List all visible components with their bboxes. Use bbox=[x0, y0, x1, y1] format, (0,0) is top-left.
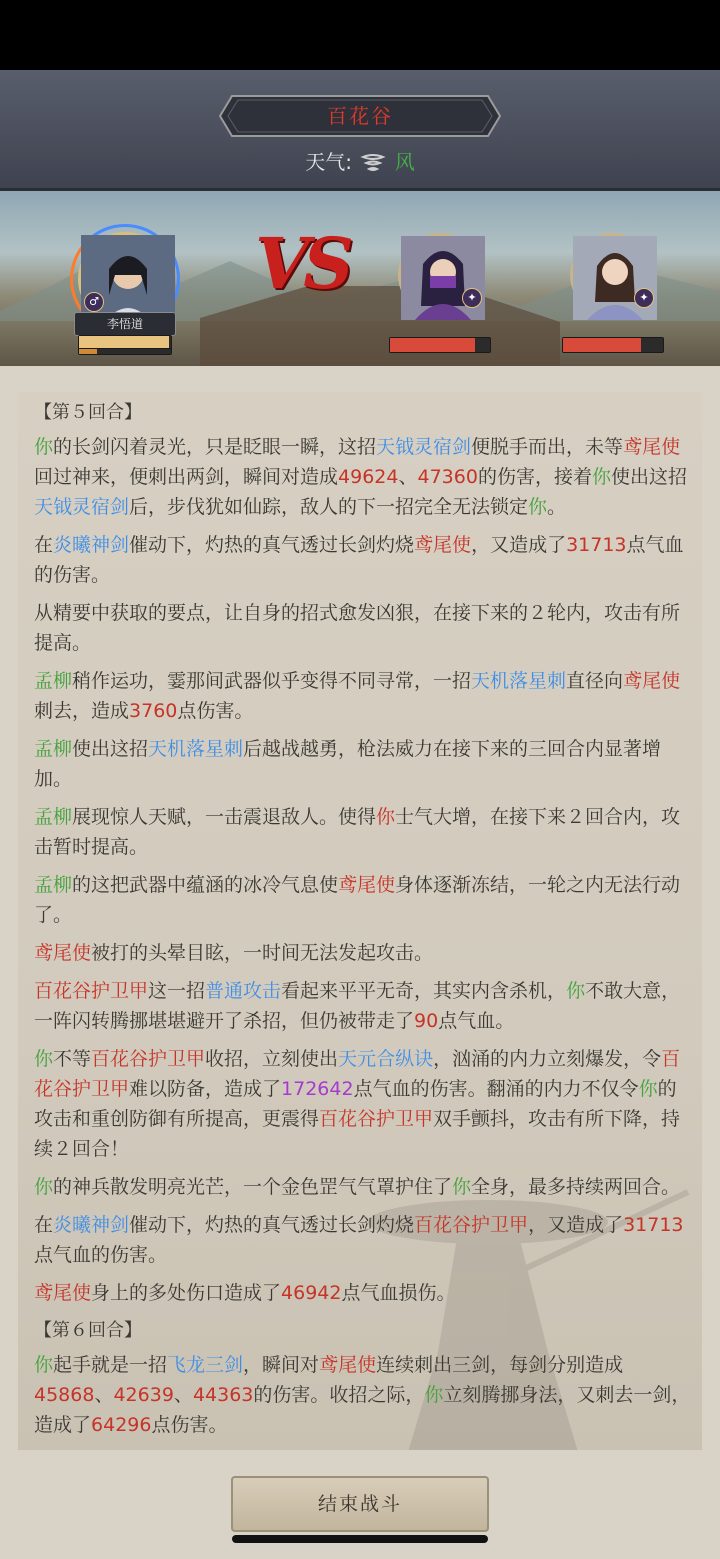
highlighted-term: 你 bbox=[528, 496, 548, 518]
log-entry bbox=[34, 530, 694, 590]
highlighted-term: 孟柳 bbox=[34, 738, 73, 760]
enemy1-hp-bar bbox=[389, 337, 491, 353]
highlighted-term: 鸢尾使 bbox=[319, 1354, 377, 1376]
highlighted-term: 鸢尾使 bbox=[414, 534, 472, 556]
weather-value: 风 bbox=[394, 150, 415, 174]
highlighted-term: 你 bbox=[591, 466, 611, 488]
highlighted-term: 90 bbox=[414, 1010, 439, 1032]
highlighted-term: 孟柳 bbox=[34, 874, 73, 896]
log-text: 身体逐渐冻结，一轮之内无法行动了。 bbox=[34, 874, 681, 926]
log-text: 点气血的伤害。 bbox=[34, 1244, 168, 1266]
highlighted-term: 46942 bbox=[281, 1282, 342, 1304]
enemy2-hp-fill bbox=[563, 338, 641, 352]
log-text: 的长剑闪着灵光，只是眨眼一瞬，这招 bbox=[53, 436, 377, 458]
location-title-plate bbox=[218, 94, 502, 138]
log-text: 点伤害。 bbox=[177, 700, 254, 722]
highlighted-term: 孟柳 bbox=[34, 670, 73, 692]
log-entry bbox=[34, 734, 694, 794]
log-text: ，又造成了 bbox=[471, 534, 567, 556]
log-entry bbox=[34, 598, 694, 658]
log-text: 便脱手而出，未等 bbox=[471, 436, 624, 458]
log-text: 、 bbox=[173, 1384, 193, 1406]
highlighted-term: 你 bbox=[452, 1176, 472, 1198]
log-text: ，又造成了 bbox=[528, 1214, 624, 1236]
log-text: 立刻腾挪身法，又刺去一剑，造成了 bbox=[34, 1384, 691, 1436]
log-entry bbox=[34, 976, 694, 1036]
wind-icon bbox=[360, 153, 386, 175]
log-text: 连续刺出三剑，每剑分别造成 bbox=[376, 1354, 624, 1376]
highlighted-term: 鸢尾使 bbox=[623, 670, 681, 692]
round-5-title: 【第５回合】 bbox=[34, 402, 142, 423]
highlighted-term: 你 bbox=[34, 1176, 54, 1198]
log-text: 直径向 bbox=[566, 670, 624, 692]
log-text: 催动下，灼热的真气透过长剑灼烧 bbox=[129, 534, 415, 556]
log-text: 、 bbox=[94, 1384, 114, 1406]
highlighted-term: 天钺灵宿剑 bbox=[376, 436, 472, 458]
highlighted-term: 你 bbox=[376, 806, 396, 828]
battle-log-panel[interactable] bbox=[18, 392, 702, 1450]
log-text: 点气血的伤害。 bbox=[34, 534, 684, 586]
log-entry bbox=[34, 1278, 694, 1308]
log-entry bbox=[34, 1350, 694, 1440]
log-entry bbox=[34, 870, 694, 930]
highlighted-term: 44363 bbox=[192, 1384, 254, 1406]
log-entry bbox=[34, 666, 694, 726]
highlighted-term: 31713 bbox=[566, 534, 627, 556]
log-text: 被打的头晕目眩，一时间无法发起攻击。 bbox=[91, 942, 434, 964]
highlighted-term: 百花谷护卫甲 bbox=[34, 1048, 681, 1100]
enemy2-element-icon: ✦ bbox=[634, 288, 654, 308]
log-text: 催动下，灼热的真气透过长剑灼烧 bbox=[129, 1214, 415, 1236]
highlighted-term: 鸢尾使 bbox=[34, 1282, 92, 1304]
highlighted-term: 你 bbox=[424, 1384, 444, 1406]
log-text: 在 bbox=[34, 1214, 54, 1236]
log-text: 的这把武器中蕴涵的冰冷气息使 bbox=[72, 874, 339, 896]
highlighted-term: 3760 bbox=[129, 700, 178, 722]
log-text: 使出这招 bbox=[610, 466, 687, 488]
highlighted-term: 炎曦神剑 bbox=[53, 534, 130, 556]
highlighted-term: 百花谷护卫甲 bbox=[319, 1108, 434, 1130]
log-text: 在 bbox=[34, 534, 54, 556]
highlighted-term: 百花谷护卫甲 bbox=[34, 980, 149, 1002]
highlighted-term: 百花谷护卫甲 bbox=[414, 1214, 529, 1236]
log-text: 的神兵散发明亮光芒，一个金色罡气气罩护住了 bbox=[53, 1176, 453, 1198]
highlighted-term: 你 bbox=[34, 1354, 54, 1376]
highlighted-term: 鸢尾使 bbox=[623, 436, 681, 458]
highlighted-term: 你 bbox=[34, 1048, 54, 1070]
highlighted-term: 49624 bbox=[338, 466, 399, 488]
round-6-title: 【第６回合】 bbox=[34, 1320, 142, 1341]
battle-log-content bbox=[34, 392, 694, 1516]
log-text: 。 bbox=[547, 496, 567, 518]
player-energy-fill bbox=[79, 349, 97, 354]
end-battle-button[interactable]: 结束战斗 bbox=[231, 1476, 489, 1532]
log-text: 这一招 bbox=[148, 980, 206, 1002]
log-text: 士气大增，在接下来２回合内，攻击暂时提高。 bbox=[34, 806, 681, 858]
log-text: 不等 bbox=[53, 1048, 92, 1070]
log-text: 全身，最多持续两回合。 bbox=[471, 1176, 681, 1198]
log-entry bbox=[34, 1210, 694, 1270]
log-text: 展现惊人天赋，一击震退敌人。使得 bbox=[72, 806, 377, 828]
log-text: 的伤害。收招之际， bbox=[253, 1384, 425, 1406]
log-text: 稍作运功，霎那间武器似乎变得不同寻常，一招 bbox=[72, 670, 472, 692]
weather-label: 天气: bbox=[305, 150, 353, 174]
highlighted-term: 42639 bbox=[113, 1384, 174, 1406]
log-text: ，汹涌的内力立刻爆发，令 bbox=[433, 1048, 662, 1070]
home-indicator[interactable] bbox=[232, 1535, 488, 1543]
log-text: 后，步伐犹如仙踪，敌人的下一招完全无法锁定 bbox=[129, 496, 529, 518]
log-text: 身上的多处伤口造成了 bbox=[91, 1282, 282, 1304]
log-text: 的攻击和重创防御有所提高，更震得 bbox=[34, 1078, 677, 1130]
highlighted-term: 31713 bbox=[623, 1214, 684, 1236]
log-entry bbox=[34, 432, 694, 522]
highlighted-term: 你 bbox=[566, 980, 586, 1002]
vs-emblem: VS bbox=[255, 222, 348, 305]
log-text: 双手颤抖，攻击有所下降，持续２回合！ bbox=[34, 1108, 681, 1160]
highlighted-term: 天钺灵宿剑 bbox=[34, 496, 130, 518]
highlighted-term: 172642 bbox=[281, 1078, 354, 1100]
log-text: 的伤害，接着 bbox=[477, 466, 592, 488]
highlighted-term: 64296 bbox=[91, 1414, 152, 1436]
player-name-tag: 李悟道 bbox=[74, 312, 176, 336]
enemy2-hp-bar bbox=[562, 337, 664, 353]
location-title: 百花谷 bbox=[327, 104, 393, 128]
log-entry bbox=[34, 802, 694, 862]
player-element-icon: ♂ bbox=[84, 292, 104, 312]
highlighted-term: 孟柳 bbox=[34, 806, 73, 828]
log-text: 点气血损伤。 bbox=[341, 1282, 456, 1304]
highlighted-term: 天元合纵诀 bbox=[338, 1048, 434, 1070]
status-bar bbox=[0, 0, 720, 70]
log-entry bbox=[34, 938, 694, 968]
highlighted-term: 鸢尾使 bbox=[34, 942, 92, 964]
highlighted-term: 炎曦神剑 bbox=[53, 1214, 130, 1236]
log-text: 点伤害。 bbox=[151, 1414, 228, 1436]
log-text: 看起来平平无奇，其实内含杀机， bbox=[281, 980, 567, 1002]
log-entry bbox=[34, 1172, 694, 1202]
log-text: 收招，立刻使出 bbox=[205, 1048, 339, 1070]
highlighted-term: 鸢尾使 bbox=[338, 874, 396, 896]
highlighted-term: 普通攻击 bbox=[205, 980, 282, 1002]
log-text: 难以防备，造成了 bbox=[129, 1078, 282, 1100]
log-text: 起手就是一招 bbox=[53, 1354, 168, 1376]
log-text: 、 bbox=[398, 466, 418, 488]
enemy1-hp-fill bbox=[390, 338, 475, 352]
player-energy-bar bbox=[78, 348, 172, 355]
log-text: 使出这招 bbox=[72, 738, 149, 760]
log-text: ，瞬间对 bbox=[243, 1354, 320, 1376]
highlighted-term: 天机落星刺 bbox=[148, 738, 244, 760]
highlighted-term: 47360 bbox=[417, 466, 478, 488]
highlighted-term: 飞龙三剑 bbox=[167, 1354, 244, 1376]
log-text: 点气血的伤害。翻涌的内力不仅令 bbox=[353, 1078, 639, 1100]
log-text: 后越战越勇，枪法威力在接下来的三回合内显著增加。 bbox=[34, 738, 662, 790]
weather-display bbox=[0, 146, 720, 175]
log-text: 刺去，造成 bbox=[34, 700, 130, 722]
highlighted-term: 你 bbox=[638, 1078, 658, 1100]
log-entry bbox=[34, 1044, 694, 1164]
highlighted-term: 你 bbox=[34, 436, 54, 458]
log-text: 回过神来，便刺出两剑，瞬间对造成 bbox=[34, 466, 339, 488]
highlighted-term: 天机落星刺 bbox=[471, 670, 567, 692]
highlighted-term: 45868 bbox=[34, 1384, 95, 1406]
enemy1-element-icon: ✦ bbox=[462, 288, 482, 308]
log-text: 从精要中获取的要点，让自身的招式愈发凶狠，在接下来的２轮内，攻击有所提高。 bbox=[34, 602, 681, 654]
log-text: 不敢大意，一阵闪转腾挪堪堪避开了杀招，但仍被带走了 bbox=[34, 980, 681, 1032]
log-text: 点气血。 bbox=[438, 1010, 515, 1032]
highlighted-term: 百花谷护卫甲 bbox=[91, 1048, 206, 1070]
